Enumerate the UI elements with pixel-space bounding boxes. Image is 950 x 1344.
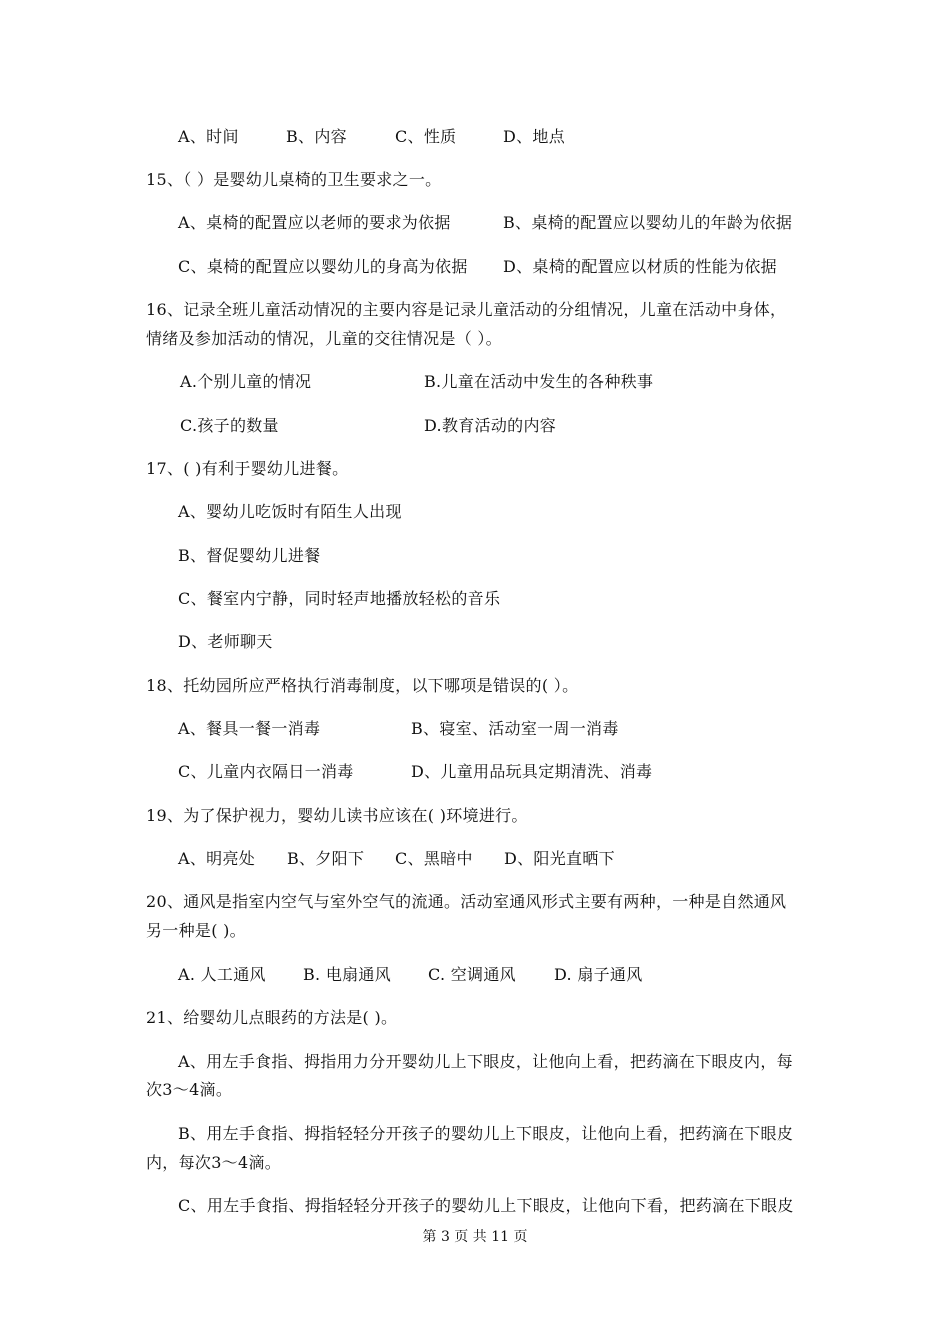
q18-option-d: D、儿童用品玩具定期清洗、消毒 [411, 762, 653, 781]
q21-option-b-line1: B、用左手食指、拇指轻轻分开孩子的婴幼儿上下眼皮，让他向上看，把药滴在下眼皮 [178, 1124, 794, 1143]
q14-option-d: D、地点 [503, 127, 566, 146]
q16-option-d: D.教育活动的内容 [424, 416, 557, 435]
q19-option-d: D、阳光直晒下 [504, 849, 615, 868]
q19-stem: 19、为了保护视力，婴幼儿读书应该在( )环境进行。 [146, 806, 528, 825]
q20-option-c: C. 空调通风 [428, 965, 516, 984]
q21-option-a-line1: A、用左手食指、拇指用力分开婴幼儿上下眼皮，让他向上看，把药滴在下眼皮内，每 [178, 1052, 793, 1071]
q17-stem: 17、( )有利于婴幼儿进餐。 [146, 459, 349, 478]
q14-option-a: A、时间 [178, 127, 239, 146]
q16-stem-line1: 16、记录全班儿童活动情况的主要内容是记录儿童活动的分组情况，儿童在活动中身体， [146, 300, 787, 319]
q16-option-c: C.孩子的数量 [180, 416, 279, 435]
q21-option-a-line2: 次3～4滴。 [146, 1080, 233, 1099]
q21-stem: 21、给婴幼儿点眼药的方法是( )。 [146, 1008, 398, 1027]
q20-stem-line2: 另一种是( )。 [146, 921, 246, 940]
page-number-footer: 第 3 页 共 11 页 [422, 1229, 528, 1245]
q18-option-b: B、寝室、活动室一周一消毒 [411, 719, 619, 738]
q18-stem: 18、托幼园所应严格执行消毒制度，以下哪项是错误的( ）。 [146, 676, 579, 695]
q21-option-c-line1: C、用左手食指、拇指轻轻分开孩子的婴幼儿上下眼皮，让他向下看，把药滴在下眼皮 [178, 1196, 794, 1215]
q21-option-b-line2: 内，每次3～4滴。 [146, 1153, 282, 1172]
q19-option-a: A、明亮处 [178, 849, 256, 868]
q18-option-c: C、儿童内衣隔日一消毒 [178, 762, 354, 781]
q14-option-b: B、内容 [286, 127, 347, 146]
q20-option-d: D. 扇子通风 [554, 965, 643, 984]
q15-option-c: C、桌椅的配置应以婴幼儿的身高为依据 [178, 257, 468, 276]
q17-option-a: A、婴幼儿吃饭时有陌生人出现 [178, 502, 402, 521]
q20-option-b: B. 电扇通风 [303, 965, 392, 984]
q17-option-b: B、督促婴幼儿进餐 [178, 546, 321, 565]
q16-stem-line2: 情绪及参加活动的情况，儿童的交往情况是（ ）。 [146, 329, 502, 348]
q15-option-a: A、桌椅的配置应以老师的要求为依据 [178, 213, 451, 232]
q19-option-b: B、夕阳下 [287, 849, 365, 868]
q15-option-b: B、桌椅的配置应以婴幼儿的年龄为依据 [503, 213, 793, 232]
q18-option-a: A、餐具一餐一消毒 [178, 719, 321, 738]
q15-stem: 15、（ ）是婴幼儿桌椅的卫生要求之一。 [146, 170, 442, 189]
q17-option-c: C、餐室内宁静，同时轻声地播放轻松的音乐 [178, 589, 501, 608]
q20-option-a: A. 人工通风 [178, 965, 266, 984]
q20-stem-line1: 20、通风是指室内空气与室外空气的流通。活动室通风形式主要有两种，一种是自然通风 [146, 892, 787, 911]
q19-option-c: C、黑暗中 [395, 849, 473, 868]
q15-option-d: D、桌椅的配置应以材质的性能为依据 [503, 257, 777, 276]
q16-option-a: A.个别儿童的情况 [180, 372, 312, 391]
q14-option-c: C、性质 [395, 127, 457, 146]
q17-option-d: D、老师聊天 [178, 632, 273, 651]
q16-option-b: B.儿童在活动中发生的各种秩事 [424, 372, 654, 391]
